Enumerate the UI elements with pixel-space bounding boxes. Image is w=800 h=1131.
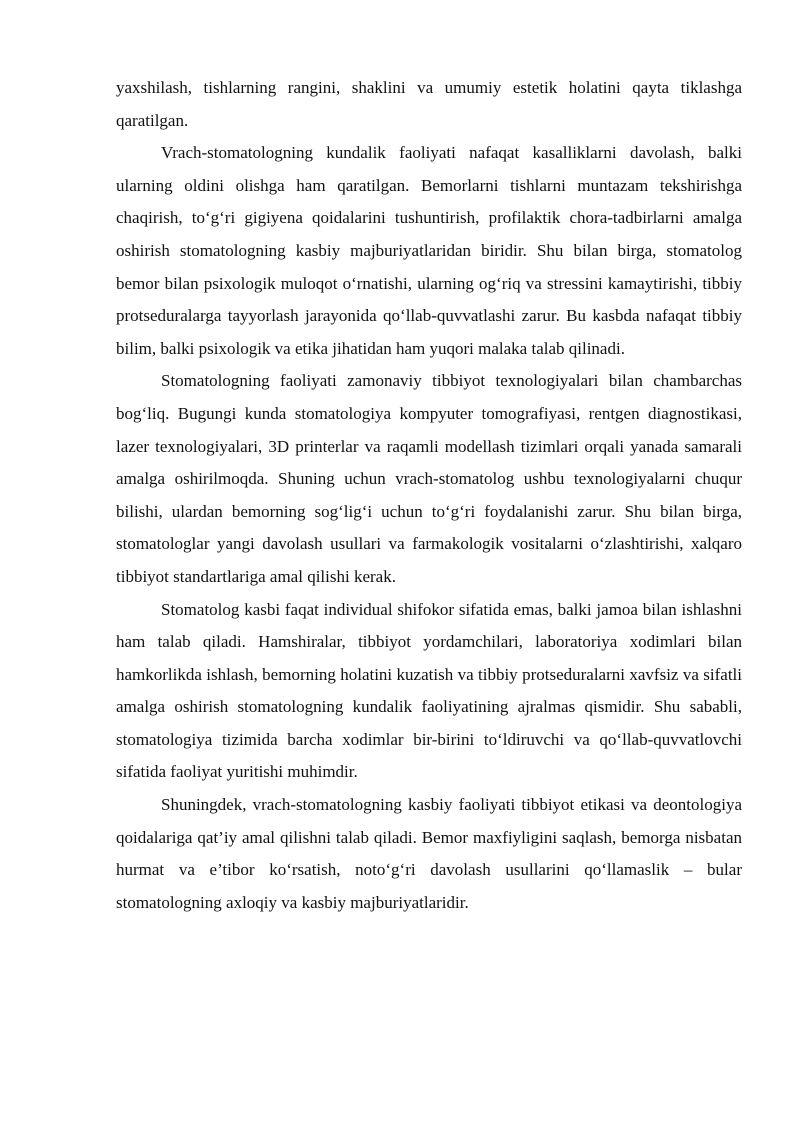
paragraph-teamwork: Stomatolog kasbi faqat individual shifokor sifatida emas, balki jamoa bilan ishlashni ham talab qiladi. Hamshiralar, tibbiyot yordamchilari, laboratoriya xodimlari bilan hamkorlikda ishlash, bemorning holatini kuzatish va tibbiy protseduralarni xavfsiz va sifatli amalga oshirish stomatologning kundalik faoliyatining ajralmas qismidir. Shu sababli, stomatologiya tizimida barcha xodimlar bir-birini to‘ldiruvchi va qo‘llab-quvvatlovchi sifatida faoliyat yuritishi muhimdir. xyxy=(116,599,742,782)
paragraph-continued: yaxshilash, tishlarning rangini, shaklini va umumiy estetik holatini qayta tiklashga qaratilgan. xyxy=(116,78,742,130)
paragraph-ethics: Shuningdek, vrach-stomatologning kasbiy faoliyati tibbiyot etikasi va deontologiya qoidalariga qat’iy amal qilishni talab qiladi. Bemor maxfiyligini saqlash, bemorga nisbatan hurmat va e’tibor ko‘rsatish, noto‘g‘ri davolash usullarini qo‘llamaslik – bular stomatologning axloqiy va kasbiy majburiyatlaridir. xyxy=(116,795,742,912)
paragraph-modern-technology: Stomatologning faoliyati zamonaviy tibbiyot texnologiyalari bilan chambarchas bog‘liq. Bugungi kunda stomatologiya kompyuter tomografiyasi, rentgen diagnostikasi, lazer texnologiyalari, 3D printerlar va raqamli modellash tizimlari orqali yanada samarali amalga oshirilmoqda. Shuning uchun vrach-stomatolog ushbu texnologiyalarni chuqur bilishi, ulardan bemorning sog‘lig‘i uchun to‘g‘ri foydalanishi zarur. Shu bilan birga, stomatologlar yangi davolash usullari va farmakologik vositalarni o‘zlashtirishi, xalqaro tibbiyot standartlariga amal qilishi kerak. xyxy=(116,371,742,586)
document-page xyxy=(116,72,742,919)
paragraph-daily-activity: Vrach-stomatologning kundalik faoliyati nafaqat kasalliklarni davolash, balki ularning oldini olishga ham qaratilgan. Bemorlarni tishlarni muntazam tekshirishga chaqirish, to‘g‘ri gigiyena qoidalarini tushuntirish, profilaktik chora-tadbirlarni amalga oshirish stomatologning kasbiy majburiyatlaridan biridir. Shu bilan birga, stomatolog bemor bilan psixologik muloqot o‘rnatishi, ularning og‘riq va stressini kamaytirishi, tibbiy protseduralarga tayyorlash jarayonida qo‘llab-quvvatlashi zarur. Bu kasbda nafaqat tibbiy bilim, balki psixologik va etika jihatidan ham yuqori malaka talab qilinadi. xyxy=(116,143,742,358)
